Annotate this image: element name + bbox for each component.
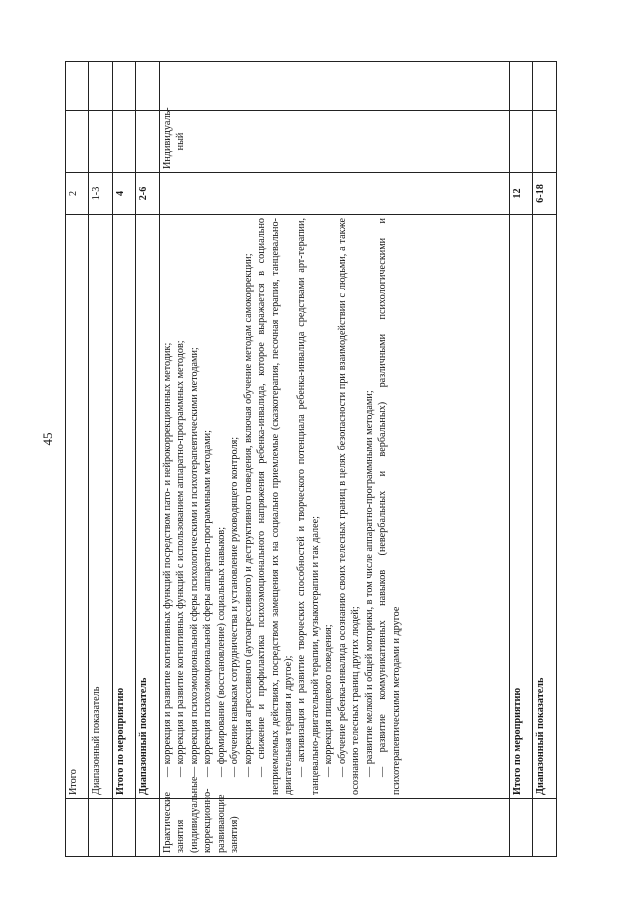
empty-cell: [136, 62, 159, 111]
empty-cell: [112, 111, 135, 173]
row-value: 2-6: [136, 173, 159, 215]
format-cell: Индивидуаль-ный: [159, 111, 509, 173]
row-label: Итого по мероприятию: [509, 215, 532, 799]
empty-cell: [136, 799, 159, 857]
row-value: 1-3: [89, 173, 112, 215]
row-label: Диапазонный показатель: [533, 215, 557, 799]
list-item: — коррекция психоэмоциональной сферы аппаратно-программными методами;: [202, 430, 214, 777]
empty-cell: [112, 799, 135, 857]
row-value: 12: [509, 173, 532, 215]
empty-cell: [509, 799, 532, 857]
empty-cell: [89, 62, 112, 111]
empty-cell: [89, 799, 112, 857]
table-row: [136, 62, 159, 857]
empty-cell: [159, 173, 509, 215]
row-value: 6-18: [533, 173, 557, 215]
list-item: — коррекция и развитие когнитивных функций с использованием аппаратно-программных методов;: [175, 340, 187, 777]
page-number: 45: [40, 432, 55, 446]
service-table: [65, 62, 557, 857]
list-item: — обучение навыкам сотрудничества и установление руководящего контроля;: [229, 436, 241, 777]
empty-cell: [66, 111, 89, 173]
row-label: Итого по мероприятию: [112, 215, 135, 799]
items-list: [161, 218, 403, 795]
empty-cell: [66, 62, 89, 111]
table-row: [533, 62, 557, 857]
table-row: [89, 62, 112, 857]
empty-cell: [159, 62, 509, 111]
list-item: — снижение и профилактика психоэмоционального напряжения ребенка-инвалида, которое выражается в социально неприемлемых действиях, посредством замещения их на социально приемлемые (сказкотерапия, песочная терапия, танцевально-двигательная терапия и другое);: [256, 218, 295, 795]
empty-cell: [112, 62, 135, 111]
empty-cell: [533, 799, 557, 857]
empty-cell: [533, 111, 557, 173]
empty-cell: [136, 111, 159, 173]
list-item: — обучение ребенка-инвалида осознанию своих телесных границ в целях безопасности при взаимодействии с людьми, а также осознанию телесных границ других людей;: [336, 218, 362, 795]
row-label: Диапазонный показатель: [89, 215, 112, 799]
list-item: — коррекция психоэмоциональной сферы психологическими и психотерапевтическими методами;: [188, 347, 200, 777]
list-item: — коррекция и развитие когнитивных функций посредством пато- и нейрокоррекционных методик;: [161, 342, 173, 777]
list-item: — коррекция агрессивного (аутоагрессивного) и деструктивного поведения, включая обучение методам самокоррекции;: [242, 253, 254, 777]
row-value: 4: [112, 173, 135, 215]
row-label: Итого: [66, 215, 89, 799]
list-item: — коррекция пищевого поведения;: [323, 624, 335, 777]
table-row: [159, 62, 509, 857]
empty-cell: [509, 62, 532, 111]
list-item: — развитие мелкой и общей моторики, в том числе аппаратно-программными методами;: [363, 390, 375, 777]
empty-cell: [66, 799, 89, 857]
empty-cell: [533, 62, 557, 111]
table-row: [66, 62, 89, 857]
list-item: — активизация и развитие творческих способностей и творческого потенциала ребенка-инвалида средствами арт-терапии, танцевально-двигательной терапии, музыкотерапии и так далее;: [296, 218, 321, 795]
items-cell: [159, 215, 509, 799]
empty-cell: [509, 111, 532, 173]
section-name: Практические занятия (индивидуальные коррекционно-развивающие занятия): [159, 799, 509, 857]
empty-cell: [89, 111, 112, 173]
list-item: — развитие коммуникативных навыков (невербальных и вербальных) различными психологическими и психотерапевтическими методами и другое: [377, 218, 402, 795]
row-label: Диапазонный показатель: [136, 215, 159, 799]
table-row: [509, 62, 532, 857]
list-item: — формирование (восстановление) социальных навыков;: [215, 526, 227, 777]
row-value: 2: [66, 173, 89, 215]
table-row: [112, 62, 135, 857]
